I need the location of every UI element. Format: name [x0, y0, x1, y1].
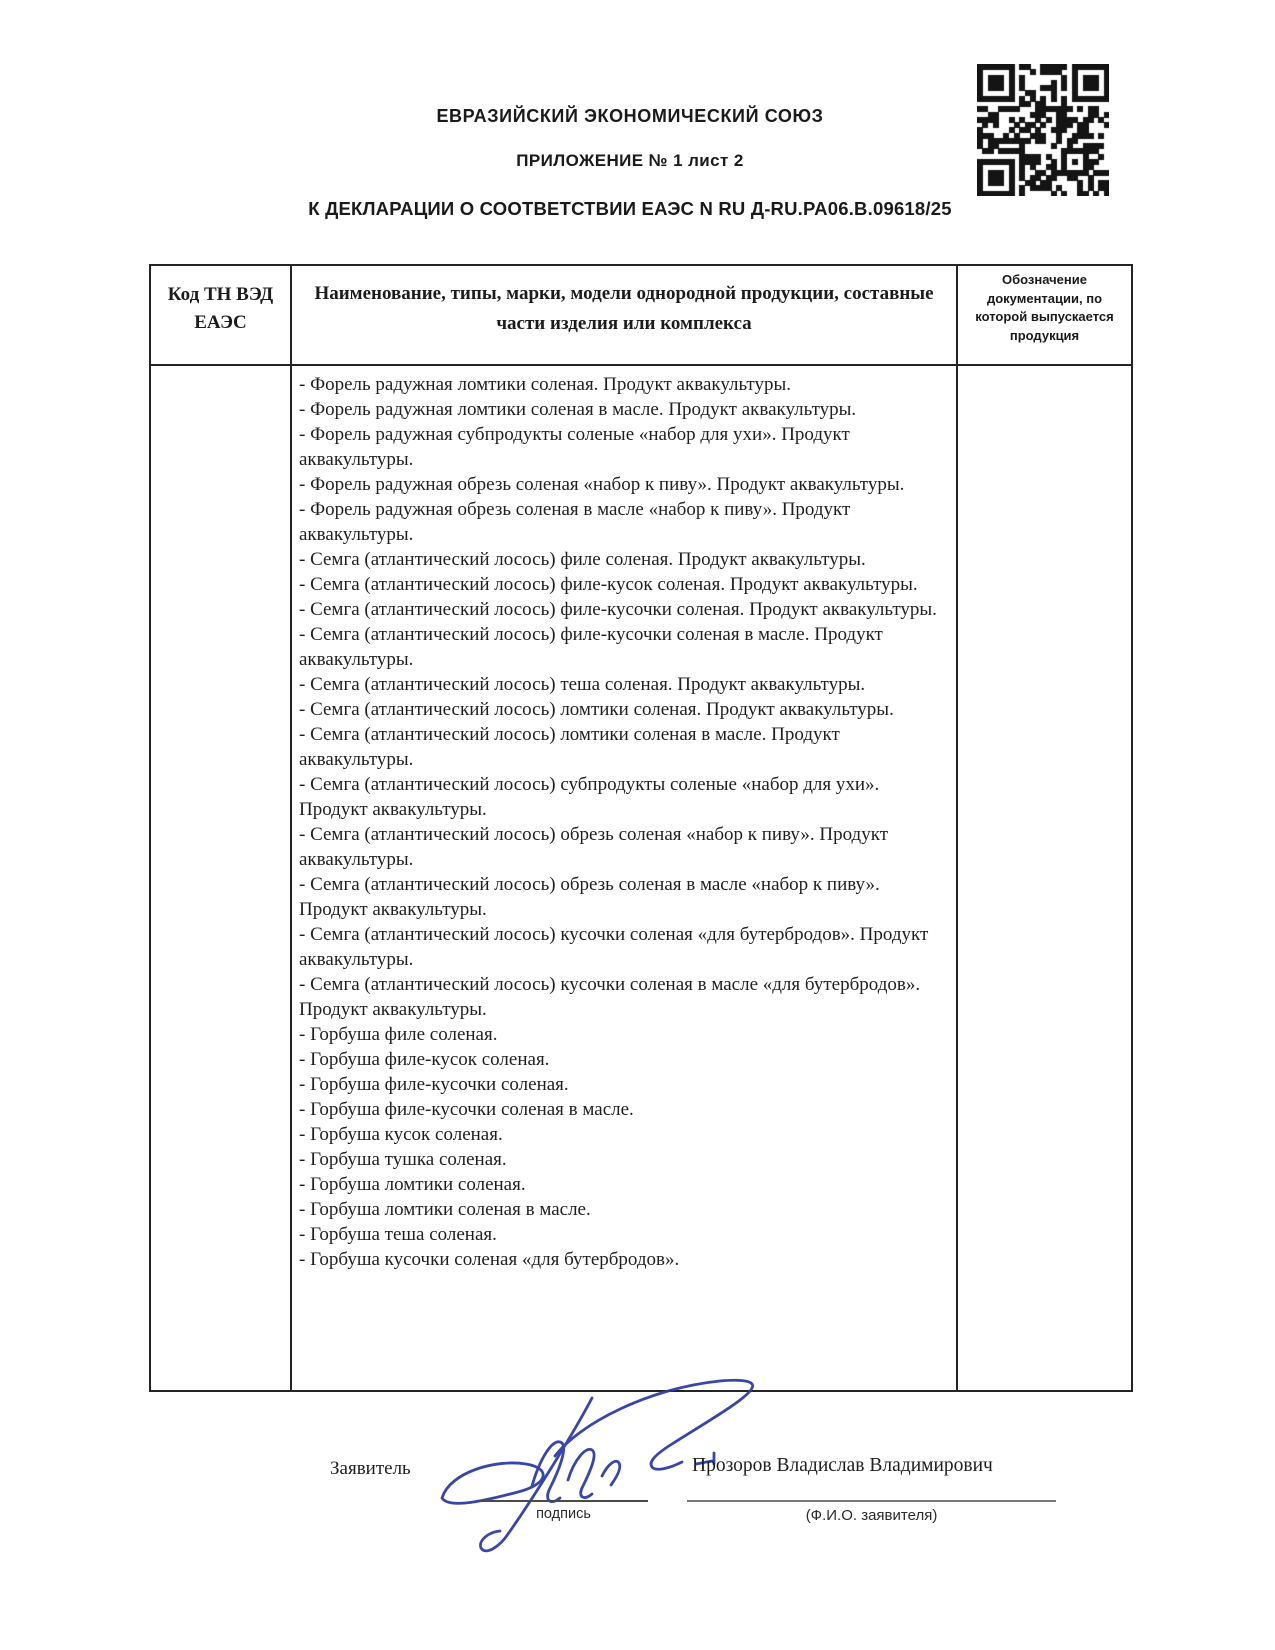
union-title: ЕВРАЗИЙСКИЙ ЭКОНОМИЧЕСКИЙ СОЮЗ [436, 106, 824, 126]
product-item: - Горбуша филе соленая. [299, 1024, 498, 1045]
product-item: - Горбуша ломтики соленая в масле. [299, 1199, 591, 1220]
signature-stroke [532, 1442, 564, 1502]
product-item: - Семга (атлантический лосось) кусочки соленая «для бутербродов». Продукт аквакультуры. [299, 924, 929, 970]
name-caption: (Ф.И.О. заявителя) [805, 1507, 938, 1524]
product-item: - Форель радужная обрезь соленая «набор к пиву». Продукт аквакультуры. [299, 474, 905, 495]
applicant-label: Заявитель [330, 1458, 411, 1479]
column-header-tnved-code: Код ТН ВЭД ЕАЭС [151, 266, 292, 366]
product-item: - Семга (атлантический лосось) теша соленая. Продукт аквакультуры. [299, 674, 866, 695]
column-header-documentation: Обозначение документации, по которой выпускается продукция [958, 266, 1131, 366]
product-item: - Форель радужная ломтики соленая в масле. Продукт аквакультуры. [299, 399, 857, 420]
signature-caption: подпись [536, 1506, 591, 1522]
product-item: - Горбуша ломтики соленая. [299, 1174, 526, 1195]
product-item: - Семга (атлантический лосось) ломтики соленая в масле. Продукт аквакультуры. [299, 724, 840, 770]
product-item: - Горбуша филе-кусочки соленая. [299, 1074, 569, 1095]
product-item: - Горбуша кусок соленая. [299, 1124, 503, 1145]
product-item: - Семга (атлантический лосось) обрезь соленая «набор к пиву». Продукт аквакультуры. [299, 824, 889, 870]
signature-stroke [480, 1398, 592, 1551]
documentation-cell [958, 366, 1131, 1390]
product-list-cell [292, 366, 958, 1390]
signature-line [479, 1500, 648, 1502]
product-item: - Форель радужная ломтики соленая. Продукт аквакультуры. [299, 374, 791, 395]
product-item: - Семга (атлантический лосось) филе-кусочки соленая в масле. Продукт аквакультуры. [299, 624, 883, 670]
applicant-name: Прозоров Владислав Владимирович [692, 1455, 993, 1476]
name-line [687, 1500, 1056, 1502]
product-item: - Горбуша филе-кусок соленая. [299, 1049, 550, 1070]
product-item: - Семга (атлантический лосось) кусочки соленая в масле «для бутербродов». Продукт аквакультуры. [299, 974, 921, 1020]
products-table [149, 264, 1133, 1392]
product-item: - Форель радужная обрезь соленая в масле «набор к пиву». Продукт аквакультуры. [299, 499, 851, 545]
signature-stroke [568, 1449, 594, 1497]
product-item: - Семга (атлантический лосось) филе-кусок соленая. Продукт аквакультуры. [299, 574, 918, 595]
signature-stroke [442, 1463, 543, 1503]
tnved-code-cell [151, 366, 292, 1390]
product-item: - Горбуша филе-кусочки соленая в масле. [299, 1099, 634, 1120]
product-item: - Горбуша кусочки соленая «для бутербродов». [299, 1249, 680, 1270]
product-item: - Семга (атлантический лосось) обрезь соленая в масле «набор к пиву». Продукт аквакультуры. [299, 874, 880, 920]
product-item: - Горбуша тушка соленая. [299, 1149, 507, 1170]
column-header-product-name: Наименование, типы, марки, модели однородной продукции, составные части изделия или комплекса [292, 266, 958, 366]
product-item: - Семга (атлантический лосось) филе соленая. Продукт аквакультуры. [299, 549, 866, 570]
qr-code-icon [977, 64, 1109, 196]
signature-stroke [602, 1461, 620, 1485]
product-item: - Семга (атлантический лосось) ломтики соленая. Продукт аквакультуры. [299, 699, 894, 720]
declaration-title: К ДЕКЛАРАЦИИ О СООТВЕТСТВИИ ЕАЭС N RU Д-RU.PA06.B.09618/25 [308, 198, 952, 219]
product-item: - Форель радужная субпродукты соленые «набор для ухи». Продукт аквакультуры. [299, 424, 850, 470]
annex-title: ПРИЛОЖЕНИЕ № 1 лист 2 [516, 151, 744, 170]
product-item: - Горбуша теша соленая. [299, 1224, 497, 1245]
product-item: - Семга (атлантический лосось) субпродукты соленые «набор для ухи». Продукт аквакультуры. [299, 774, 880, 820]
product-item: - Семга (атлантический лосось) филе-кусочки соленая. Продукт аквакультуры. [299, 599, 937, 620]
